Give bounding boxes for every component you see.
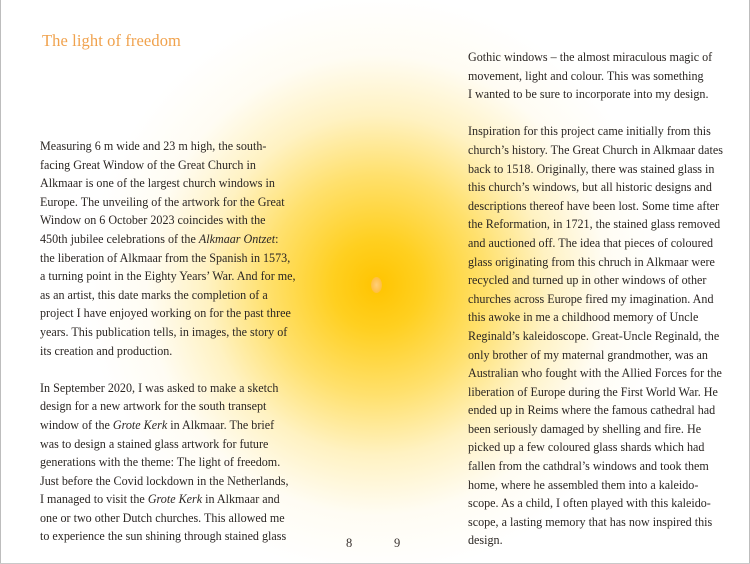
text-line: I wanted to be sure to incorporate into my design. [468, 87, 709, 102]
text-line: this awoke in me a childhood memory of Uncle [468, 310, 699, 325]
right-paragraph-2 [468, 122, 723, 550]
text-line: design for a new artwork for the south transept [40, 399, 267, 414]
text-line: recycled and turned up in other windows of other [468, 273, 707, 288]
text-line: to experience the sun shining through stained glass [40, 529, 287, 544]
text-line: ended up in Reims where the famous cathedral had [468, 403, 716, 418]
text-line: Measuring 6 m wide and 23 m high, the south- [40, 139, 267, 153]
text-line: scope, a lasting memory that has now inspired this [468, 514, 713, 529]
text-line: Just before the Covid lockdown in the Netherlands, [40, 473, 289, 488]
text-segment: in Alkmaar and [202, 492, 280, 507]
text-line [40, 490, 285, 509]
text-line: the Reformation, in 1721, the stained glass removed [468, 217, 721, 232]
text-line: churches across Europe fired my imagination. And [468, 291, 714, 306]
text-line: Window on 6 October 2023 coincides with the [40, 213, 266, 228]
text-line: Inspiration for this project came initially from this [468, 124, 711, 139]
text-line: been seriously damaged by shelling and fire. He [468, 421, 702, 436]
text-line: facing Great Window of the Great Church in [40, 157, 256, 172]
text-line: one or two other Dutch churches. This allowed me [40, 510, 285, 525]
text-segment: : [275, 231, 279, 246]
left-paragraph-1 [40, 137, 296, 360]
page-number-left: 8 [346, 536, 353, 550]
left-paragraph-2 [40, 379, 289, 546]
text-line: picked up a few coloured glass shards which had [468, 440, 705, 455]
page-number-right: 9 [394, 536, 401, 550]
text-line: a turning point in the Eighty Years’ War. And for me, [40, 269, 296, 284]
chapter-title: The light of freedom [42, 31, 181, 50]
text-line: scope. As a child, I often played with this kaleido- [468, 496, 711, 511]
text-line: its creation and production. [40, 343, 173, 358]
text-line: In September 2020, I was asked to make a sketch [40, 380, 279, 395]
text-segment: 450th jubilee celebrations of the [40, 231, 199, 246]
right-paragraph-1 [468, 48, 713, 104]
text-line: Gothic windows – the almost miraculous magic of [468, 50, 713, 64]
text-segment: in Alkmaar. The brief [167, 417, 275, 432]
italic-segment: Grote Kerk [147, 492, 203, 507]
text-line: the liberation of Alkmaar from the Spanish in 1573, [40, 250, 291, 265]
text-line: Alkmaar is one of the largest church windows in [40, 176, 275, 191]
text-line: Europe. The unveiling of the artwork for the Great [40, 194, 285, 209]
text-line [40, 416, 285, 435]
text-line: generations with the theme: The light of freedom. [40, 455, 281, 470]
text-line: liberation of Europe during the First World War. He [468, 384, 718, 399]
text-line: glass originating from this chruch in Alkmaar were [468, 254, 715, 269]
text-line: Australian who fought with the Allied Forces for the [468, 366, 722, 381]
text-line: design. [468, 533, 503, 548]
text-line [40, 230, 285, 249]
text-segment: window of the [40, 417, 113, 432]
text-line: years. This publication tells, in images, the story of [40, 324, 288, 339]
page-edge-left [0, 0, 1, 564]
text-line: project I have enjoyed working on for the past three [40, 306, 291, 321]
text-line: as an artist, this date marks the completion of a [40, 287, 268, 302]
light-center-dot [371, 277, 382, 293]
text-line: and auctioned off. The idea that pieces of coloured [468, 235, 714, 250]
left-page-text-column [40, 137, 296, 546]
text-line: was to design a stained glass artwork for future [40, 436, 269, 451]
paragraph-gap [468, 104, 708, 123]
text-line: Reginald’s kaleidoscope. Great-Uncle Reginald, the [468, 328, 720, 343]
text-line: home, where he assembled them into a kaleido- [468, 477, 699, 492]
italic-segment: Grote Kerk [112, 417, 168, 432]
text-line: only brother of my maternal grandmother, was an [468, 347, 708, 362]
text-line: back to 1518. Originally, there was stained glass in [468, 161, 715, 176]
text-line: movement, light and colour. This was something [468, 68, 704, 83]
italic-segment: Alkmaar Ontzet [198, 231, 276, 246]
text-line: this church’s windows, but all historic designs and [468, 180, 712, 195]
right-page-text-column [468, 48, 723, 550]
paragraph-gap [40, 360, 285, 379]
text-line: fallen from the cathdral’s windows and took them [468, 459, 709, 474]
text-line: descriptions thereof have been lost. Some time after [468, 198, 720, 213]
text-segment: I managed to visit the [40, 492, 148, 507]
text-line: church’s history. The Great Church in Alkmaar dates [468, 142, 723, 157]
